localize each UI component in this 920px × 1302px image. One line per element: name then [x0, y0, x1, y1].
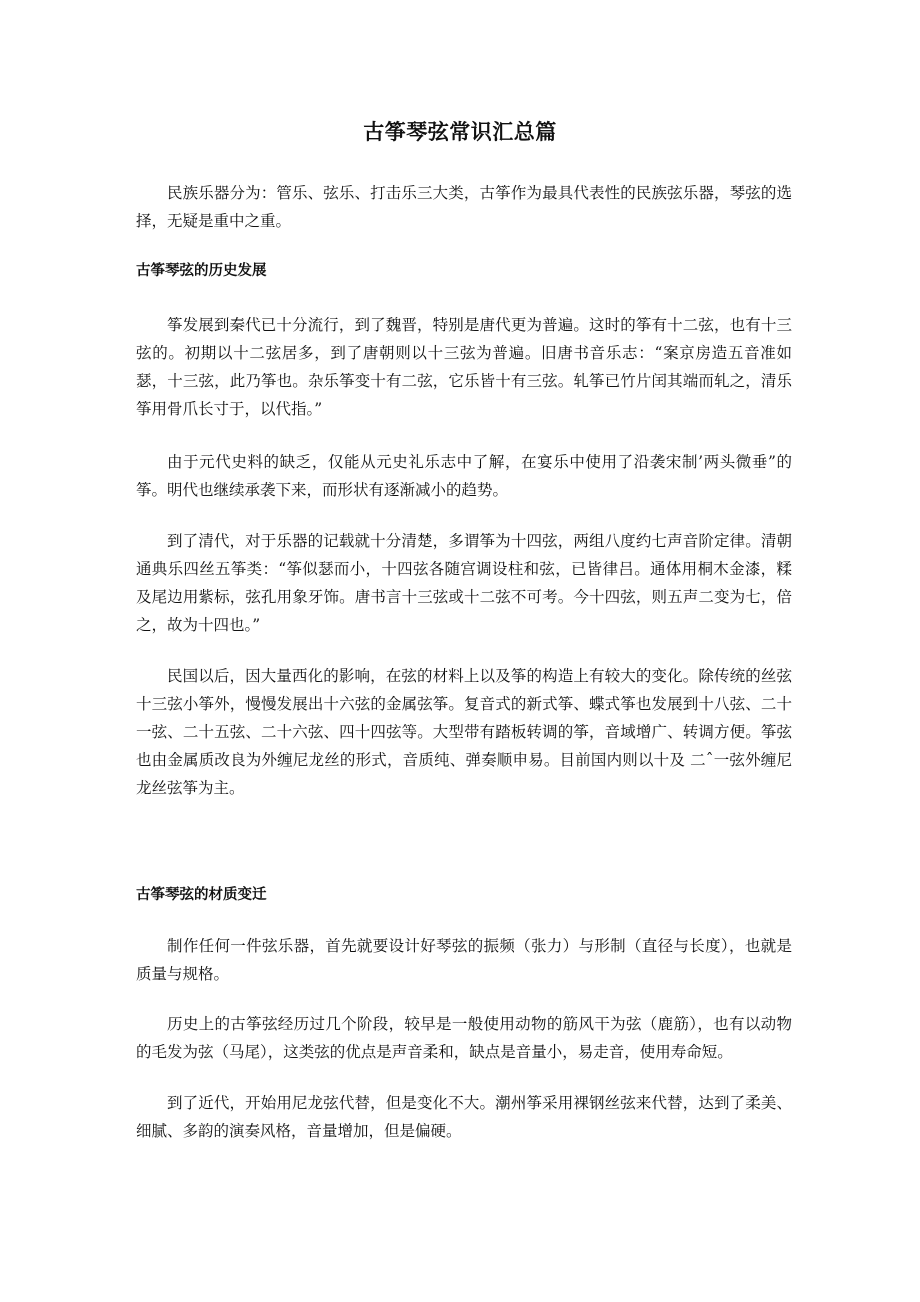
section-heading-material: 古筝琴弦的材质变迁 [136, 887, 267, 903]
history-paragraph-4: 民国以后，因大量西化的影响，在弦的材料上以及筝的构造上有较大的变化。除传统的丝弦十三弦小筝外，慢慢发展出十六弦的金属弦筝。复音式的新式筝、蝶式筝也发展到十八弦、二十一弦、二十五弦、二十六弦、四十四弦等。大型带有踏板转调的筝，音域增广、转调方便。筝弦也由金属质改良为外缠尼龙丝的形式，音质纯、弹奏顺申易。目前国内则以十及 二ˆ一弦外缠尼龙丝弦筝为主。 [136, 667, 792, 797]
intro-paragraph: 民族乐器分为：管乐、弦乐、打击乐三大类，古筝作为最具代表性的民族弦乐器，琴弦的选择，无疑是重中之重。 [136, 184, 792, 230]
history-paragraph-2: 由于元代史料的缺乏，仅能从元史礼乐志中了解，在宴乐中使用了沿袭宋制’两头微垂”的筝。明代也继续承袭下来，而形状有逐渐减小的趋势。 [136, 453, 792, 499]
material-paragraph-3: 到了近代，开始用尼龙弦代替，但是变化不大。潮州筝采用裸钢丝弦来代替，达到了柔美、 细腻、多韵的演奏风格，音量增加，但是偏硬。 [136, 1094, 792, 1140]
material-paragraph-1: 制作任何一件弦乐器，首先就要设计好琴弦的振频（张力）与形制（直径与长度），也就是质量与规格。 [136, 937, 792, 983]
document-title: 古筝琴弦常识汇总篇 [363, 120, 557, 144]
material-paragraph-2: 历史上的古筝弦经历过几个阶段，较早是一般使用动物的筋风干为弦（鹿筋），也有以动物的毛发为弦（马尾），这类弦的优点是声音柔和，缺点是音量小，易走音，使用寿命短。 [136, 1015, 792, 1061]
history-paragraph-1: 筝发展到秦代已十分流行，到了魏晋，特别是唐代更为普遍。这时的筝有十二弦，也有十三弦的。初期以十二弦居多，到了唐朝则以十三弦为普遍。旧唐书音乐志：“案京房造五音准如瑟，十三弦，此乃筝也。杂乐筝变十有二弦，它乐皆十有三弦。轧筝已竹片闰其端而轧之，清乐筝用骨爪长寸于，以代指。” [136, 316, 792, 418]
section-heading-history: 古筝琴弦的历史发展 [136, 263, 267, 279]
history-paragraph-3: 到了清代，对于乐器的记载就十分清楚，多谓筝为十四弦，两组八度约七声音阶定律。清朝通典乐四丝五筝类：“筝似瑟而小，十四弦各随宫调设柱和弦，已皆律吕。通体用桐木金漆，糅及尾边用紫标，弦孔用象牙饰。唐书言十三弦或十二弦不可考。今十四弦，则五声二变为七，倍之，故为十四也。” [136, 532, 792, 634]
